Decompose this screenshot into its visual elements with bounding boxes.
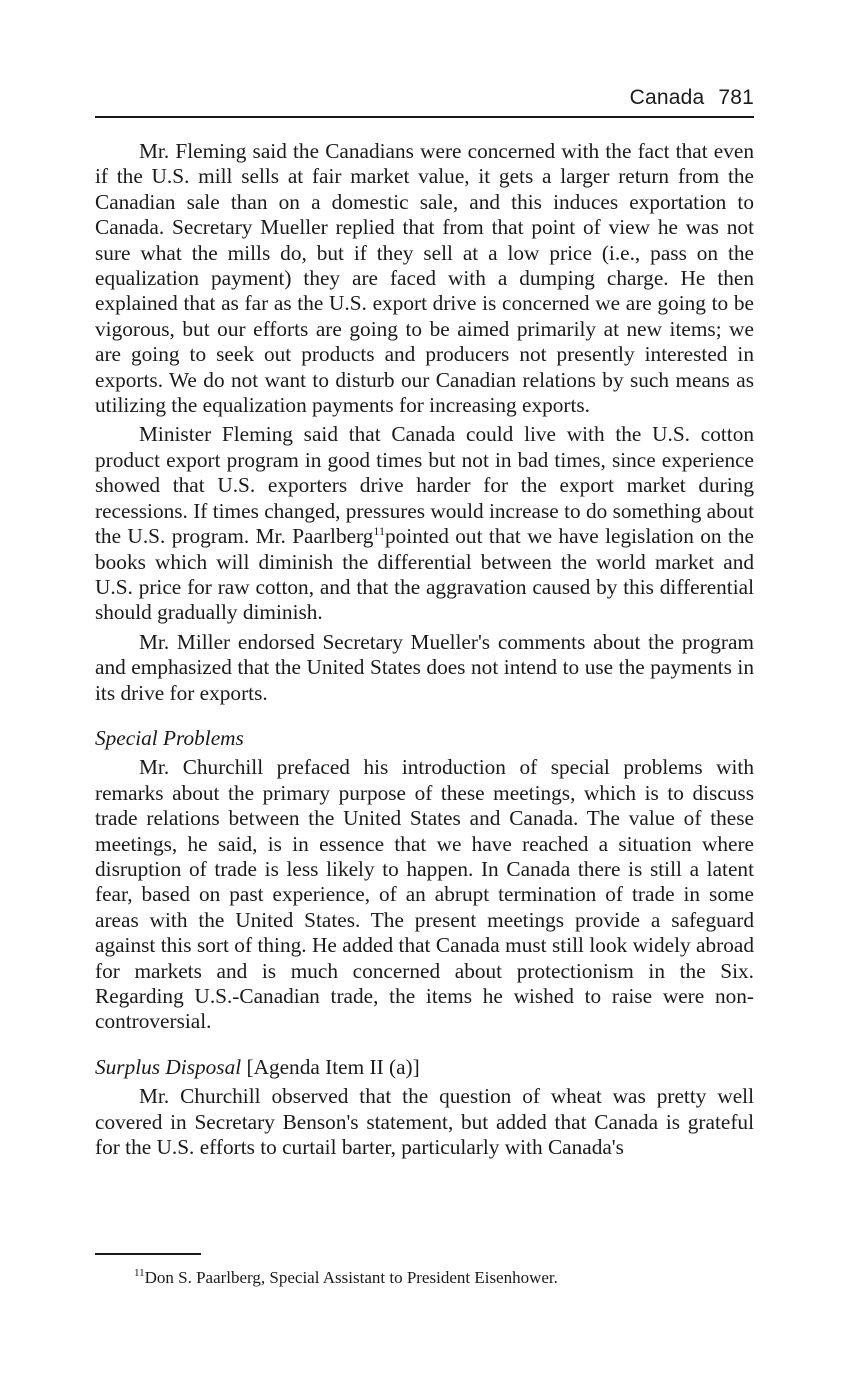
paragraph-text-before-footnote: Minister Fleming said that Canada could live with the U.S. cotton product export program in good times but not in bad times, since experience showed that U.S. exporters drive harder for the export market during recessions. If times changed, pressures would increase to do something about the U.S. program. Mr. Paarlberg xyxy=(95,422,754,549)
footnote-rule xyxy=(95,1253,201,1255)
paragraph-fleming-concerns: Mr. Fleming said the Canadians were concerned with the fact that even if the U.S. mill sells at fair market value, it gets a larger return from the Canadian sale than on a domestic sale, and this induces exportation to Canada. Secretary Mueller replied that from that point of view he was not sure what the mills do, but if they sell at a low price (i.e., pass on the equalization payment) they are faced with a dumping charge. He then explained that as far as the U.S. export drive is concerned we are going to be vigorous, but our efforts are going to be aimed primarily at new items; we are going to seek out products and producers not presently interested in exports. We do not want to disturb our Canadian relations by such means as utilizing the equalization payments for increasing exports. xyxy=(95,139,754,418)
header-rule xyxy=(95,116,754,118)
paragraph-miller: Mr. Miller endorsed Secretary Mueller's comments about the program and emphasized that the United States does not intend to use the payments in its drive for exports. xyxy=(95,629,754,705)
paragraph-churchill-wheat: Mr. Churchill observed that the question of wheat was pretty well covered in Secretary Benson's statement, but added that Canada is grateful for the U.S. efforts to curtail barter, particularly with Canada's xyxy=(95,1084,754,1160)
running-head xyxy=(95,86,754,110)
footnote-text: Don S. Paarlberg, Special Assistant to President Eisenhower. xyxy=(144,1268,558,1287)
body-text xyxy=(95,139,754,1164)
running-head-title: Canada xyxy=(629,86,705,109)
section-heading-agenda-item: [Agenda Item II (a)] xyxy=(241,1054,420,1079)
footnote-number: 11 xyxy=(134,1267,145,1279)
page-number: 781 xyxy=(718,86,754,109)
footnote-reference[interactable]: 11 xyxy=(373,524,385,539)
paragraph-fleming-cotton xyxy=(95,422,754,625)
paragraph-churchill-special-problems: Mr. Churchill prefaced his introduction of special problems with remarks about the primary purpose of these meetings, which is to discuss trade relations between the United States and Canada. The value of these meetings, he said, is in essence that we have reached a situation where disruption of trade is less likely to happen. In Canada there is still a latent fear, based on past experience, of an abrupt termination of trade in some areas with the United States. The present meetings provide a safeguard against this sort of thing. He added that Canada must still look widely abroad for markets and is much concerned about protectionism in the Six. Regarding U.S.-Canadian trade, the items he wished to raise were non-controversial. xyxy=(95,755,754,1034)
paragraph-text-after-footnote: pointed out that we have legislation on the books which will diminish the differential between the world market and U.S. price for raw cotton, and that the aggravation caused by this differential should gradually diminish. xyxy=(95,524,754,625)
footnote xyxy=(134,1268,558,1288)
section-heading-special-problems: Special Problems xyxy=(95,725,244,750)
section-heading-italic: Surplus Disposal xyxy=(95,1054,242,1079)
section-heading-surplus-disposal xyxy=(95,1055,754,1080)
